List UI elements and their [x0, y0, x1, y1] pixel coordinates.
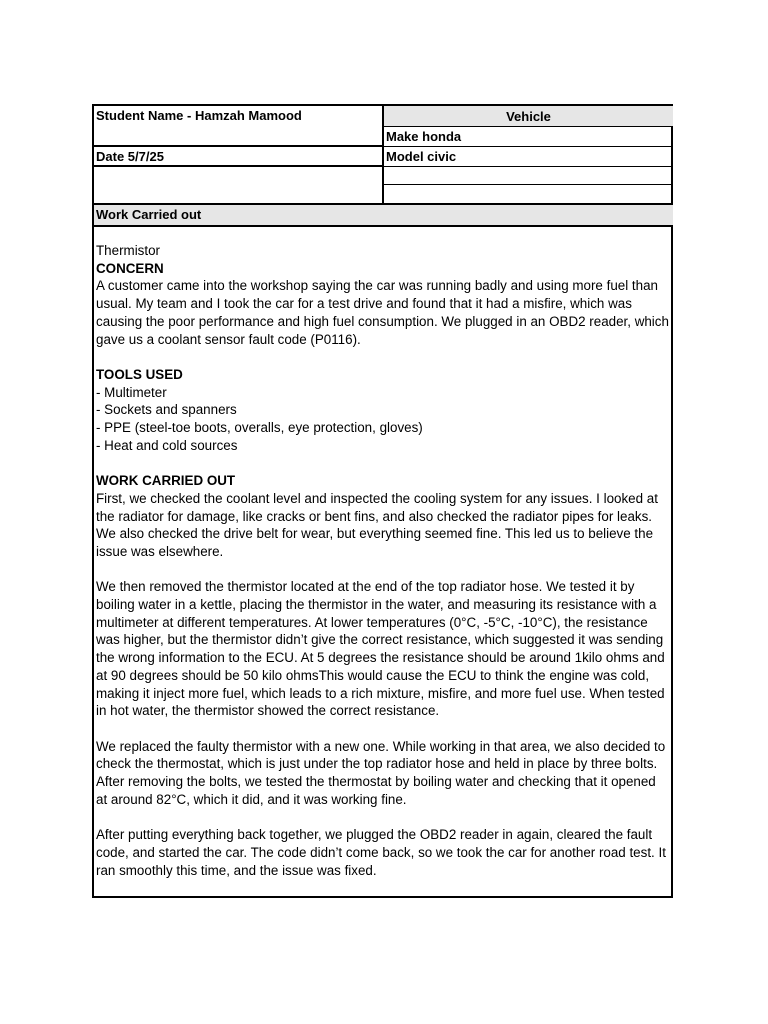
- work-carried-out-header: Work Carried out: [96, 207, 202, 222]
- tools-list: [96, 384, 670, 455]
- vehicle-model: Model civic: [386, 149, 457, 164]
- report-topic: Thermistor: [96, 243, 160, 258]
- tool-item: - Multimeter: [96, 384, 167, 400]
- student-name: Student Name - Hamzah Mamood: [96, 108, 302, 123]
- rule-right-3: [383, 166, 673, 167]
- rule-right-4: [383, 184, 673, 185]
- work-paragraph-3: We replaced the faulty thermistor with a new one. While working in that area, we also decided to check the thermostat, which is just under the top radiator hose and held in place by three bolts. After removing the bolts, we tested the thermostat by boiling water and checking that it opened at around 82°C, which it did, and it was working fine.: [96, 738, 666, 807]
- tools-heading: TOOLS USED: [96, 366, 183, 382]
- tool-item: - Heat and cold sources: [96, 437, 238, 453]
- work-paragraph-1: First, we checked the coolant level and inspected the cooling system for any issues. I looked at the radiator for damage, like cracks or bent fins, and also checked the radiator pipes for leaks. We also checked the drive belt for wear, but everything seemed fine. This led us to believe the issue was elsewhere.: [96, 490, 658, 559]
- rule-right-1: [383, 126, 673, 127]
- rule-right-2: [383, 146, 673, 147]
- vehicle-make: Make honda: [386, 129, 462, 144]
- work-paragraph-4: After putting everything back together, we plugged the OBD2 reader in again, cleared the fault code, and started the car. The code didn’t come back, so we took the car for another road test. It ran smoothly this time, and the issue was fixed.: [96, 827, 666, 878]
- rule-left-2: [94, 165, 383, 167]
- report-sheet: [92, 104, 673, 898]
- concern-heading: CONCERN: [96, 260, 164, 276]
- tool-item: - Sockets and spanners: [96, 402, 237, 418]
- work-heading: WORK CARRIED OUT: [96, 473, 236, 489]
- report-body: [96, 242, 670, 879]
- work-paragraph-2: We then removed the thermistor located at the end of the top radiator hose. We tested it by boiling water in a kettle, placing the thermistor in the water, and measuring its resistance with a multimeter at different temperatures. At lower temperatures (0°C, -5°C, -10°C), the resistance was higher, but the thermistor didn’t give the correct resistance, which suggested it was sending the wrong information to the ECU. At 5 degrees the resistance should be around 1kilo ohms and at 90 degrees should be 50 kilo ohmsThis would cause the ECU to think the engine was cold, making it inject more fuel, which leads to a rich mixture, misfire, and more fuel use. When tested in hot water, the thermistor showed the correct resistance.: [96, 579, 665, 719]
- rule-full-1: [94, 203, 673, 205]
- rule-left-1: [94, 145, 383, 147]
- concern-text: A customer came into the workshop saying the car was running badly and using more fuel than usual. My team and I took the car for a test drive and found that it had a misfire, which was causing the poor performance and high fuel consumption. We plugged in an OBD2 reader, which gave us a coolant sensor fault code (P0116).: [96, 278, 669, 347]
- rule-full-2: [94, 225, 673, 227]
- date-field: Date 5/7/25: [96, 149, 164, 164]
- tool-item: - PPE (steel-toe boots, overalls, eye protection, gloves): [96, 420, 423, 436]
- vehicle-title: Vehicle: [506, 109, 551, 124]
